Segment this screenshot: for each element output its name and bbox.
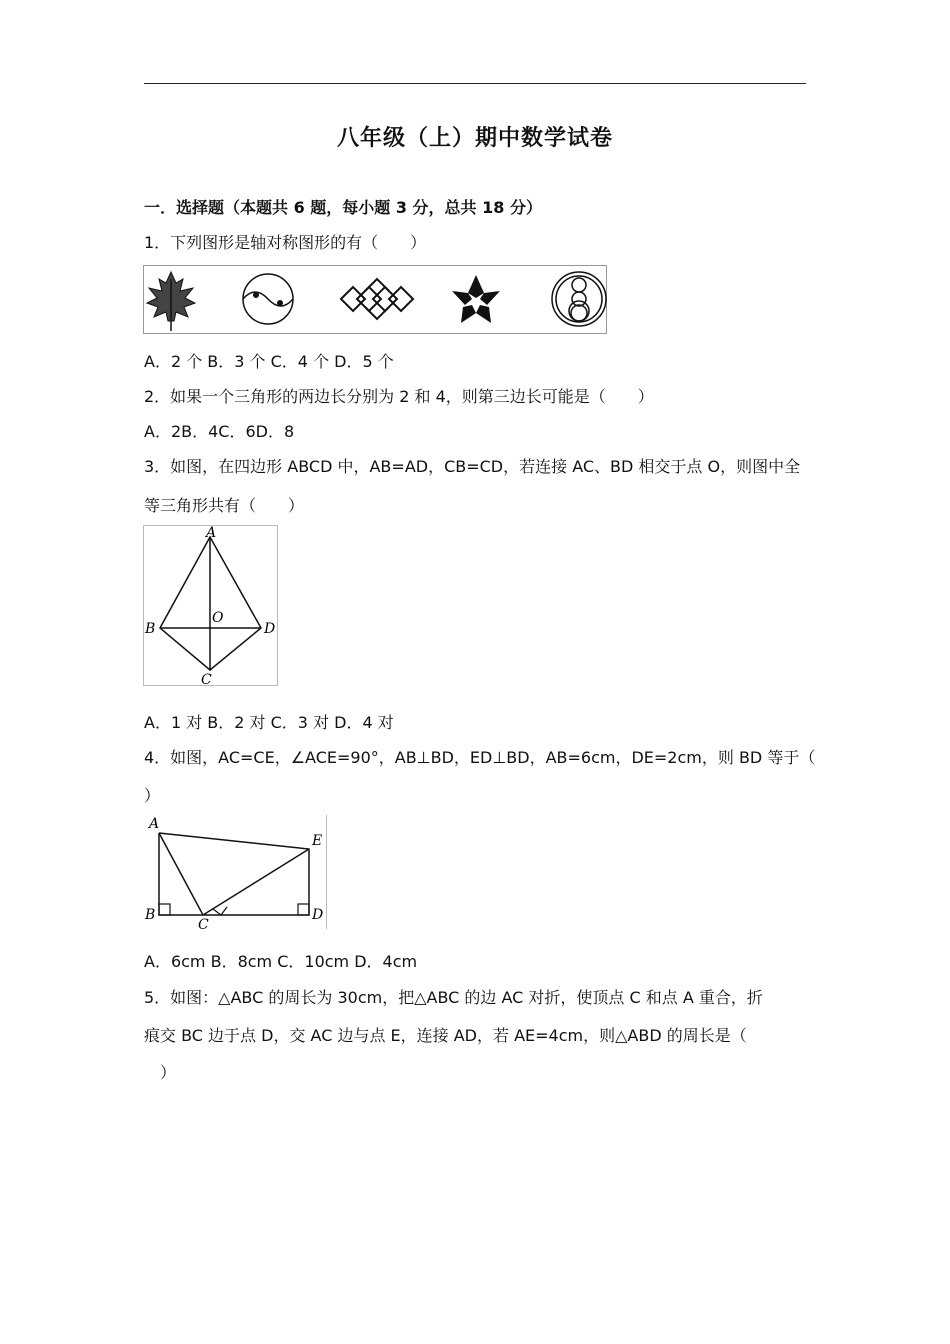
label-O: O — [212, 610, 224, 626]
maple-leaf-icon — [147, 272, 195, 331]
yin-yang-icon — [243, 274, 293, 324]
question-4-figure — [143, 815, 329, 937]
label-E: E — [312, 833, 323, 849]
question-4-stem-line-1: 4．如图，AC=CE，∠ACE=90°，AB⊥BD，ED⊥BD，AB=6cm，DE=2cm，则 BD 等于（ — [144, 748, 816, 767]
section-heading: 一．选择题（本题共 6 题，每小题 3 分，总共 18 分） — [144, 198, 542, 217]
label-A: A — [149, 816, 160, 832]
question-5-stem-line-1: 5．如图：△ABC 的周长为 30cm，把△ABC 的边 AC 对折，使顶点 C 和点 A 重合，折 — [144, 988, 763, 1007]
question-1-options: A．2 个 B．3 个 C．4 个 D．5 个 — [144, 352, 394, 371]
header-rule — [144, 83, 806, 84]
label-D: D — [312, 907, 324, 923]
pentagram-flower-icon — [452, 275, 500, 323]
question-3-options: A．1 对 B．2 对 C．3 对 D．4 对 — [144, 713, 394, 732]
question-4-stem-line-2: ） — [144, 786, 161, 805]
question-3-figure — [143, 525, 279, 691]
question-2-options: A．2B．4C．6D．8 — [144, 422, 295, 441]
question-5-stem-line-2: 痕交 BC 边于点 D，交 AC 边与点 E，连接 AD，若 AE=4cm，则△ABD 的周长是（ — [144, 1026, 747, 1045]
question-3-stem-line-1: 3．如图，在四边形 ABCD 中，AB=AD，CB=CD，若连接 AC、BD 相交于点 O，则图中全 — [144, 457, 801, 476]
label-C: C — [198, 917, 209, 933]
label-B: B — [145, 907, 156, 923]
knot-icon — [341, 279, 413, 319]
question-2-stem: 2．如果一个三角形的两边长分别为 2 和 4，则第三边长可能是（ ） — [144, 387, 654, 406]
question-1-figure — [143, 265, 608, 339]
question-5-stem-line-3: ） — [160, 1063, 177, 1082]
page-title: 八年级（上）期中数学试卷 — [336, 126, 613, 151]
concentric-circles-icon — [552, 272, 606, 326]
question-3-stem-line-2: 等三角形共有（ ） — [144, 496, 305, 515]
label-C: C — [201, 672, 212, 687]
label-B: B — [145, 621, 156, 637]
question-1-stem: 1．下列图形是轴对称图形的有（ ） — [144, 233, 427, 252]
question-4-options: A．6cm B．8cm C．10cm D．4cm — [144, 952, 418, 971]
label-A: A — [206, 525, 217, 541]
label-D: D — [264, 621, 276, 637]
